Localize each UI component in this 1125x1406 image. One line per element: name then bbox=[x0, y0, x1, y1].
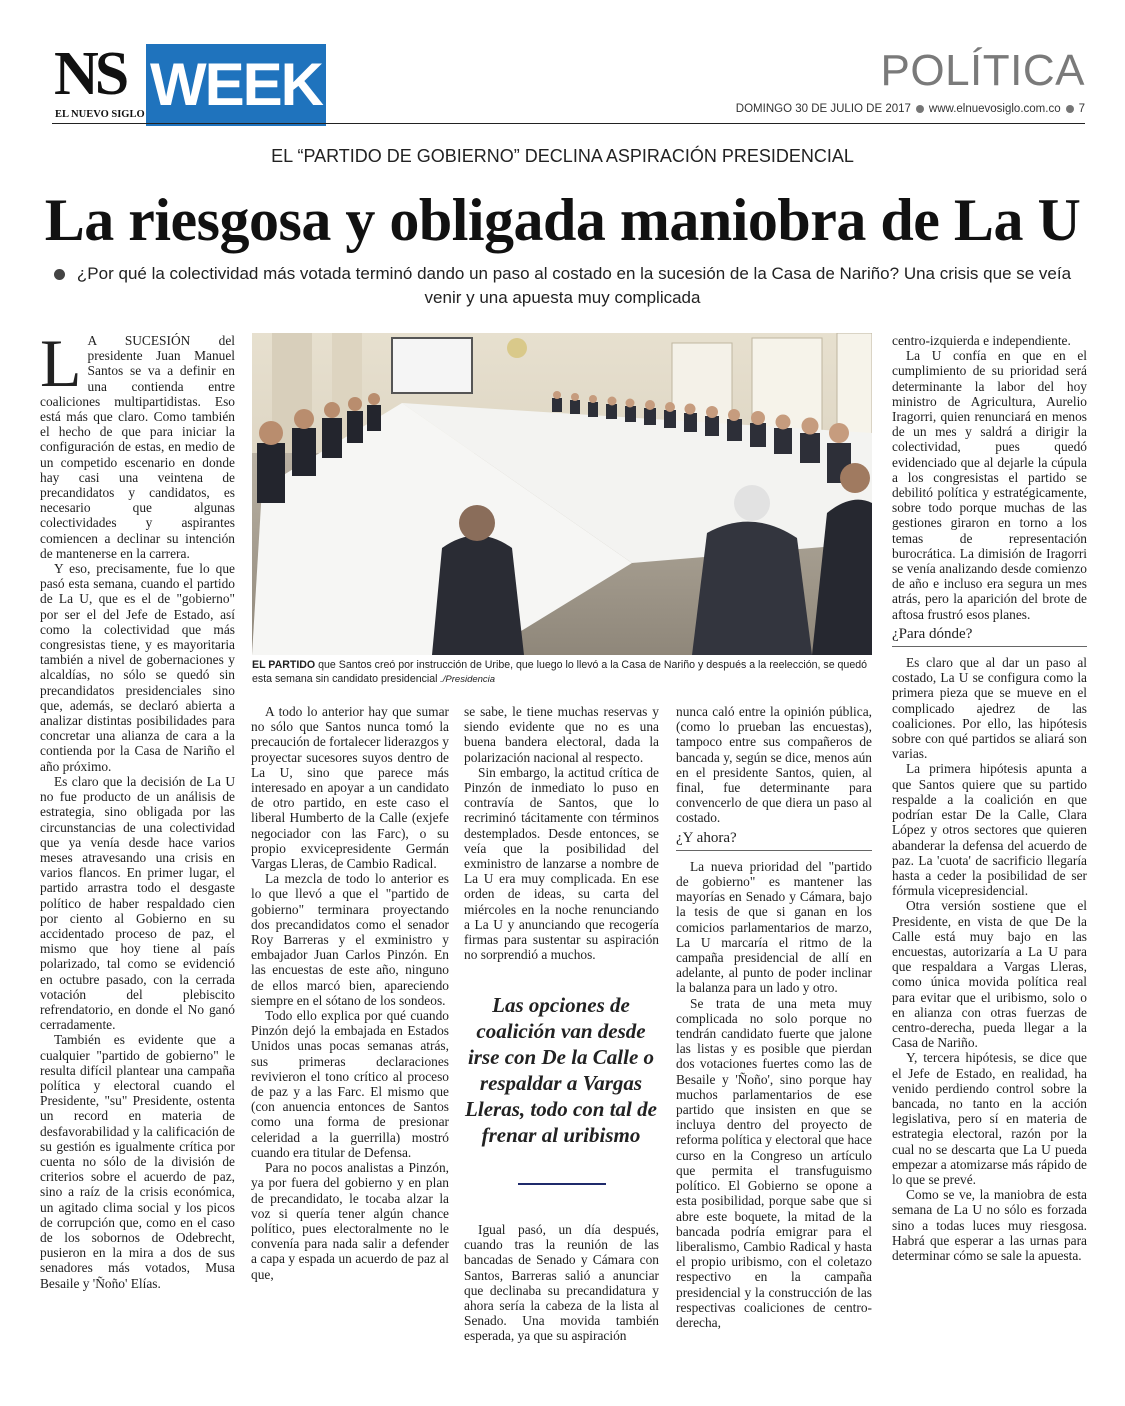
column-2 bbox=[251, 704, 449, 1282]
paragraph: Otra versión sostiene que el Presidente, en vista de que De la Calle está muy bajo en las encuestas, autorizaría a La U para que respaldara a Vargas Lleras, como única movida política real para evitar que el uribismo, solo o en alianza con otras fuerzas de centro-derecha, pueda llegar a la Casa de Nariño. bbox=[892, 898, 1087, 1051]
column-4 bbox=[676, 704, 872, 1330]
site-url: www.elnuevosiglo.com.co bbox=[928, 103, 1061, 115]
paragraph: Para no pocos analistas a Pinzón, ya por fuera del gobierno y en plan de precandidato, le tocaba alzar la voz si quería tener algún chance político, pues electoralmente no le convenía para nada salir a defender a capa y espada un acuerdo de paz al que, bbox=[251, 1160, 449, 1282]
meeting-photo-illustration bbox=[252, 333, 872, 655]
paragraph: La nueva prioridad del "partido de gobierno" es mantener las mayorías en Senado y Cámara, bajo la tesis de que si ganan en los comicios parlamentarios de marzo, La U marcaría el ritmo de la campaña presidencial de allí en adelante, al punto de poder inclinar la balanza para un lado y otro. bbox=[676, 858, 872, 996]
page-number: 7 bbox=[1078, 103, 1085, 115]
paragraph: La U confía en que en el cumplimiento de su prioridad será determinante la labor del hoy ministro de Agricultura, Aurelio Iragorri, quien renunciará en menos de un mes y saldrá a dirigir la colectividad, pues quedó evidenciado que al dejarle la cúpula a los congresistas el partido se debilitó política y estratégicamente, sobre todo porque muchas de las gestiones giraron en torno a los temas de representación burocrática. La dimisión de Iragorri se venía analizando desde comienzo de año e incluso era segura un mes atrás, pero la aparición del brote de aftosa frustró esos planes. bbox=[892, 348, 1087, 622]
kicker: EL “PARTIDO DE GOBIERNO” DECLINA ASPIRACIÓN PRESIDENCIAL bbox=[271, 146, 854, 166]
caption-text: que Santos creó por instrucción de Uribe, que luego lo llevó a la Casa de Nariño y después a la reelección, se quedó esta semana sin candidato presidencial bbox=[252, 659, 867, 685]
pull-quote: Las opciones de coalición van desde irse con De la Calle o respaldar a Vargas Lleras, todo con tal de frenar al uribismo bbox=[465, 993, 657, 1147]
deck-text: ¿Por qué la colectividad más votada terminó dando un paso al costado en la sucesión de la Casa de Nariño? Una crisis que se veía venir y una apuesta muy complicada bbox=[76, 264, 1072, 307]
paragraph bbox=[40, 325, 235, 561]
headline: La riesgosa y obligada maniobra de La U bbox=[44, 187, 1081, 253]
subhead-y-ahora: ¿Y ahora? bbox=[676, 831, 872, 851]
caption-credit: ./Presidencia bbox=[437, 674, 496, 685]
section-title: POLÍTICA bbox=[880, 46, 1085, 95]
paragraph: Es claro que al dar un paso al costado, La U se configura como la primera pieza que se mueve en el complicado ajedrez de las coaliciones. Por ello, las hipótesis sobre con qué partidos se aliará son varias. bbox=[892, 655, 1087, 762]
paragraph: La mezcla de todo lo anterior es lo que llevó a que el "partido de gobierno" terminara proyectando dos precandidatos como el senador Roy Barreras y el exministro y embajador Juan Carlos Pinzón. En las encuestas de este año, ninguno de ellos marcó bien, apareciendo siempre en el sótano de los sondeos. bbox=[251, 871, 449, 1008]
paragraph: nunca caló entre la opinión pública, (como lo prueban las encuestas), tampoco entre sus compañeros de bancada y, según se dice, menos aún en el presidente Santos, quien, al final, fue determinante para convencerlo de que diera un paso al costado. bbox=[676, 704, 872, 826]
paragraph: Igual pasó, un día después, cuando tras la reunión de las bancadas de Senado y Cámara con Santos, Barreras salió a anunciar que declinaba su precandidatura y ahora sería la cabeza de la lista al Senado. Una movida también esperada, ya que su aspiración bbox=[464, 1222, 659, 1344]
pull-quote-rule bbox=[518, 1183, 606, 1185]
logo-week: WEEK bbox=[146, 44, 326, 126]
header-rule bbox=[52, 123, 1085, 124]
paragraph: centro-izquierda e independiente. bbox=[892, 333, 1071, 348]
caption-lead: EL PARTIDO bbox=[252, 659, 316, 671]
paragraph: La primera hipótesis apunta a que Santos quiere que su partido respalde a la coalición en que podrían estar De la Calle, Clara López y otros sectores que quieren abanderar la defensa del acuerdo de paz. La 'cuota' de sacrificio llegaría hasta a ceder la posibilidad de ser fórmula vicepresidencial. bbox=[892, 761, 1087, 899]
column-3-continued bbox=[464, 1222, 659, 1344]
column-5 bbox=[892, 333, 1087, 1263]
masthead-logo bbox=[54, 40, 326, 126]
paragraph: Y, tercera hipótesis, se dice que el Jefe de Estado, en realidad, ha venido perdiendo control sobre la bancada, no tanto en la acción legislativa, pero sí en materia de estrategia electoral, razón por la cual no se descarta que La U pueda empezar a atomizarse más rápido de lo que se prevé. bbox=[892, 1050, 1087, 1187]
paragraph: También es evidente que a cualquier "partido de gobierno" le resulta difícil plantear una campaña política y electoral cuando el Presidente, "su" Presidente, ostenta un record en materia de desfavorabilidad y la calificación de su gestión es igualmente crítica por cuenta no sólo de la división de criterios sobre el acuerdo de paz, sino a raíz de la crisis económica, un agitado clima social y los picos de corrupción que, como en el caso de los sobornos de Odebrecht, pusieron en la mira a dos de sus senadores más votados, Musa Besaile y 'Ñoño' Elías. bbox=[40, 1032, 235, 1291]
bullet-icon bbox=[54, 269, 65, 280]
drop-cap: L bbox=[40, 325, 82, 401]
column-1 bbox=[40, 325, 235, 1291]
article-photo bbox=[252, 333, 872, 655]
logo-paper-name: EL NUEVO SIGLO bbox=[55, 109, 145, 120]
paragraph: Sin embargo, la actitud crítica de Pinzón de inmediato lo puso en contravía de Santos, que lo recriminó tácitamente con términos destemplados. Desde entonces, se veía que la posibilidad del exministro de lanzarse a nombre de La U era muy complicada. En ese orden de ideas, su carta del miércoles en la noche renunciando a La U y anunciando que recogería firmas para sustentar su aspiración no sorprendió a muchos. bbox=[464, 764, 659, 963]
dateline bbox=[736, 103, 1085, 115]
paragraph: Se trata de una meta muy complicada no solo porque no tendrán candidato fuerte que jalone las listas y es posible que pierdan dos votaciones fuertes como las de Besaile y 'Ñoño', sino porque hay muchos parlamentarios de ese partido que insisten en que se incluya dentro del proyecto de reforma política y electoral que hace curso en la Congreso un artículo que permita el transfuguismo político. El Gobierno se opone a esta posibilidad, porque sabe que si abre este boquete, la mitad de la bancada podría emigrar para el liberalismo, Cambio Radical y hasta el propio uribismo, con el coletazo respectivo en la campaña presidencial y la construcción de las respectivas coaliciones de centro-derecha, bbox=[676, 995, 872, 1330]
paragraph: Como se ve, la maniobra de esta semana de La U no sólo es forzada sino a todas luces muy riesgosa. Habrá que esperar a las urnas para determinar cómo se sale la apuesta. bbox=[892, 1187, 1087, 1263]
column-3 bbox=[464, 704, 659, 962]
paragraph-text: A SUCESIÓN del presidente Juan Manuel Santos se va a definir en una contienda entre coaliciones multipartidistas. Eso está más que claro. Como también el hecho de que para iniciar la configuración de estas, en medio de un competido escenario en donde hay casi una veintena de precandidatos y candidatos, es necesario que algunas colectividades y aspirantes comiencen a declinar su intención de mantenerse en la carrera. bbox=[40, 333, 235, 561]
subhead-para-donde: ¿Para dónde? bbox=[892, 627, 1087, 647]
paragraph: se sabe, le tiene muchas reservas y siendo evidente que no es una buena bandera electoral, dada la polarización nacional al respecto. bbox=[464, 704, 659, 765]
bullet-icon bbox=[1066, 105, 1074, 113]
paragraph: Y eso, precisamente, fue lo que pasó esta semana, cuando el partido de La U, que es el de "gobierno" por ser el del Jefe de Estado, así como la colectividad que más congresistas tiene, y es mayoritaria también a nivel de gobernaciones y alcaldías, no sólo se quedó sin precandidatos presidenciales sino que, además, se declaró abierta a analizar distintas posibilidades para concretar una alianza de cara a la contienda por la Casa de Nariño el año próximo. bbox=[40, 561, 235, 774]
logo-ns: NS bbox=[54, 40, 126, 108]
photo-caption bbox=[252, 658, 872, 687]
paragraph: Todo ello explica por qué cuando Pinzón dejó la embajada en Estados Unidos unas pocas semanas atrás, sus primeras declaraciones revivieron el tono crítico al proceso de paz y a las Farc. El mismo que (con anuencia entonces de Santos como una forma de presionar celeridad a la guerrilla) mostró cuando era titular de Defensa. bbox=[251, 1008, 449, 1160]
deck bbox=[40, 262, 1085, 310]
paragraph: Es claro que la decisión de La U no fue producto de un análisis de estrategia, sino obligada por las circunstancias de una colectividad que ya venía desde hace varios meses atravesando una crisis en varios flancos. En primer lugar, el partido arrastra todo el desgaste político de haber respaldado cien por ciento al Gobierno en su accidentado proceso de paz, el mismo que hoy tiene al país polarizado, tal como se evidenció en octubre pasado, con la cerrada votación del plebiscito refrendatorio, en donde el No ganó cerradamente. bbox=[40, 773, 235, 1033]
issue-date: DOMINGO 30 DE JULIO DE 2017 bbox=[735, 103, 911, 115]
paragraph: A todo lo anterior hay que sumar no sólo que Santos nunca tomó la precaución de fortalecer liderazgos y proyectar sucesores suyos dentro de La U, sino que parece más interesado en apoyar a un candidato de otro partido, en este caso el liberal Humberto de la Calle (exjefe negociador con las Farc), o su propio exvicepresidente Germán Vargas Lleras, de Cambio Radical. bbox=[251, 704, 449, 872]
bullet-icon bbox=[916, 105, 924, 113]
